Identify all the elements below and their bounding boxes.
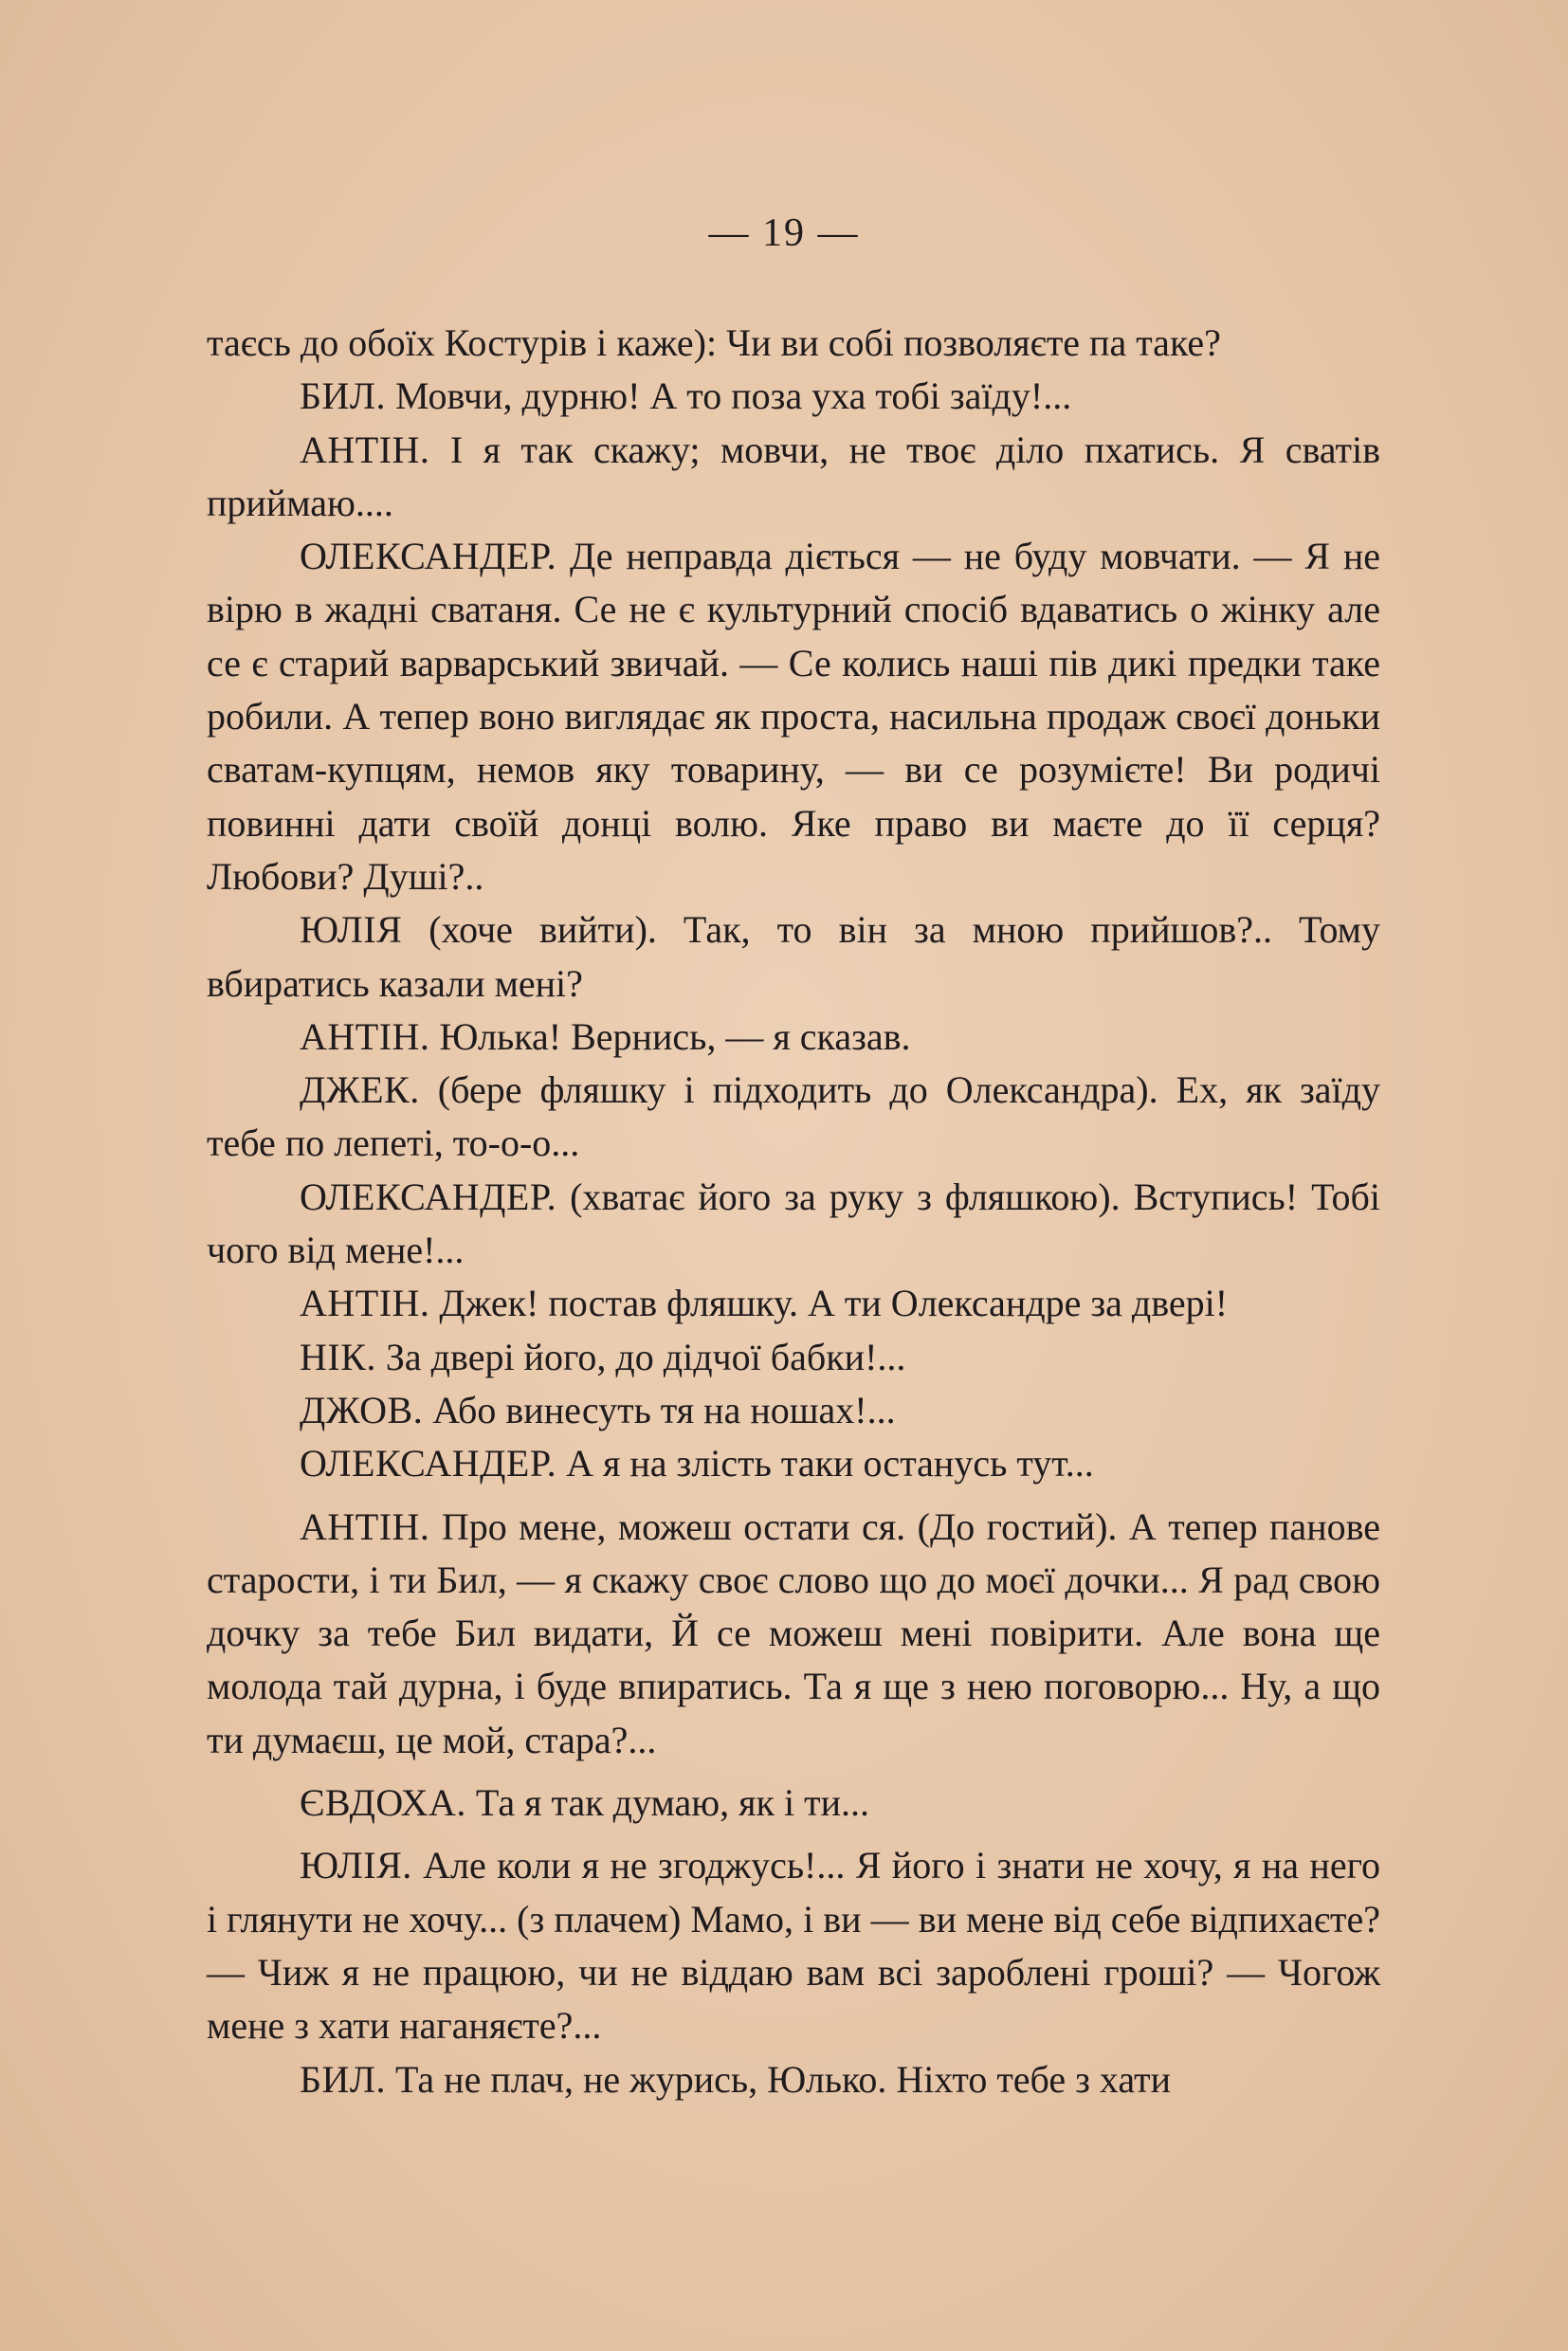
paragraph [207,1011,1380,1064]
paragraph-text: (хоче вийти). Так, то він за мною прийшов?.. Тому вбиратись казали мені? [207,908,1380,1005]
speaker-name: ЄВДОХА. [300,1781,466,1825]
speaker-name: ДЖЕК. [300,1068,420,1112]
paragraph [207,530,1380,903]
speaker-name: АНТІН. [300,428,430,471]
speaker-name: НІК. [300,1335,376,1378]
paragraph-text: Джек! постав фляшку. А ти Олександре за двері! [439,1282,1229,1325]
speaker-name: ОЛЕКСАНДЕР. [300,1175,557,1218]
paragraph [207,370,1380,423]
paragraph-text: Де неправда діється — не буду мовчати. — Я не вірю в жадні сватаня. Се не є культурний спосіб вдаватись о жінку але се є старий варварський звичай. — Се колись наші пів дикі предки таке робили. А тепер воно виглядає як проста, насильна продаж своєї доньки сватам-купцям, немов яку товарину, — ви се розумієте! Ви родичі повинні дати своїй донці волю. Яке право ви маєте до її серця? Любови? Душі?.. [207,535,1380,898]
paragraph [207,1384,1380,1437]
paragraph-text: Та не плач, не журись, Юлько. Ніхто тебе з хати [394,2057,1172,2101]
paragraph [207,1331,1380,1384]
speaker-name: ОЛЕКСАНДЕР. [300,1442,557,1485]
speaker-name: ЮЛІЯ [300,908,403,952]
paragraph-text: Але коли я не згоджусь!... Я його і знати не хочу, я на него і глянути не хочу... (з плачем) Мамо, і ви — ви мене від себе відпихаєте? — Чиж я не працюю, чи не віддаю вам всі зароблені гроші? — Чогож мене з хати наганяєте?... [207,1844,1381,2048]
page-number: — 19 — [708,211,860,255]
paragraph [207,1277,1380,1330]
speaker-name: ОЛЕКСАНДЕР. [300,535,557,578]
paragraph-text: таєсь до обоїх Костурів і каже): Чи ви собі позволяєте па таке? [207,321,1221,364]
speaker-name: АНТІН. [300,1014,430,1058]
paragraph [207,317,1380,370]
paragraph-text: Про мене, можеш остати ся. (До гостий). А тепер панове старости, і ти Бил, — я скажу своє слово що до моєї дочки... Я рад свою дочку за тебе Бил видати, Й се можеш мені повірити. Але вона ще молода тай дурна, і буде впиратись. Та я ще з нею поговорю... Ну, а що ти думаєш, це мой, стара?... [207,1504,1380,1761]
paragraph [207,2053,1380,2106]
paragraph [207,1839,1380,2052]
paragraph-text: А я на злість таки останусь тут... [566,1442,1094,1485]
speaker-name: ДЖОВ. [300,1388,424,1431]
paragraph [207,1777,1380,1830]
paragraph-text: За двері його, до дідчої бабки!... [385,1335,906,1378]
paragraph [207,1437,1380,1490]
paragraph [207,903,1380,1011]
paragraph-text: Або винесуть тя на ношах!... [432,1388,896,1431]
paragraph-text: І я так скажу; мовчи, не твоє діло пхатись. Я сватів приймаю.... [207,428,1381,524]
paragraph-text: Та я так думаю, як і ти... [475,1781,869,1825]
paragraph [207,1501,1380,1767]
paragraph [207,424,1380,531]
paragraph-text: (бере фляшку і підходить до Олександра). Ех, як заїду тебе по лепеті, то-о-о... [207,1068,1380,1165]
speaker-name: АНТІН. [300,1504,430,1548]
paragraph [207,1064,1380,1171]
paragraph [207,1171,1380,1278]
speaker-name: БИЛ. [300,374,386,418]
paragraph-text: Мовчи, дурню! А то поза уха тобі заїду!... [394,374,1072,418]
paragraph-text: (хватає його за руку з фляшкою). Вступись! Тобі чого від мене!... [207,1175,1381,1272]
paragraph-text: Юлька! Вернись, — я сказав. [439,1014,911,1058]
play-text [207,317,1380,2106]
speaker-name: ЮЛІЯ. [300,1844,412,1887]
speaker-name: АНТІН. [300,1282,430,1325]
speaker-name: БИЛ. [300,2057,386,2101]
